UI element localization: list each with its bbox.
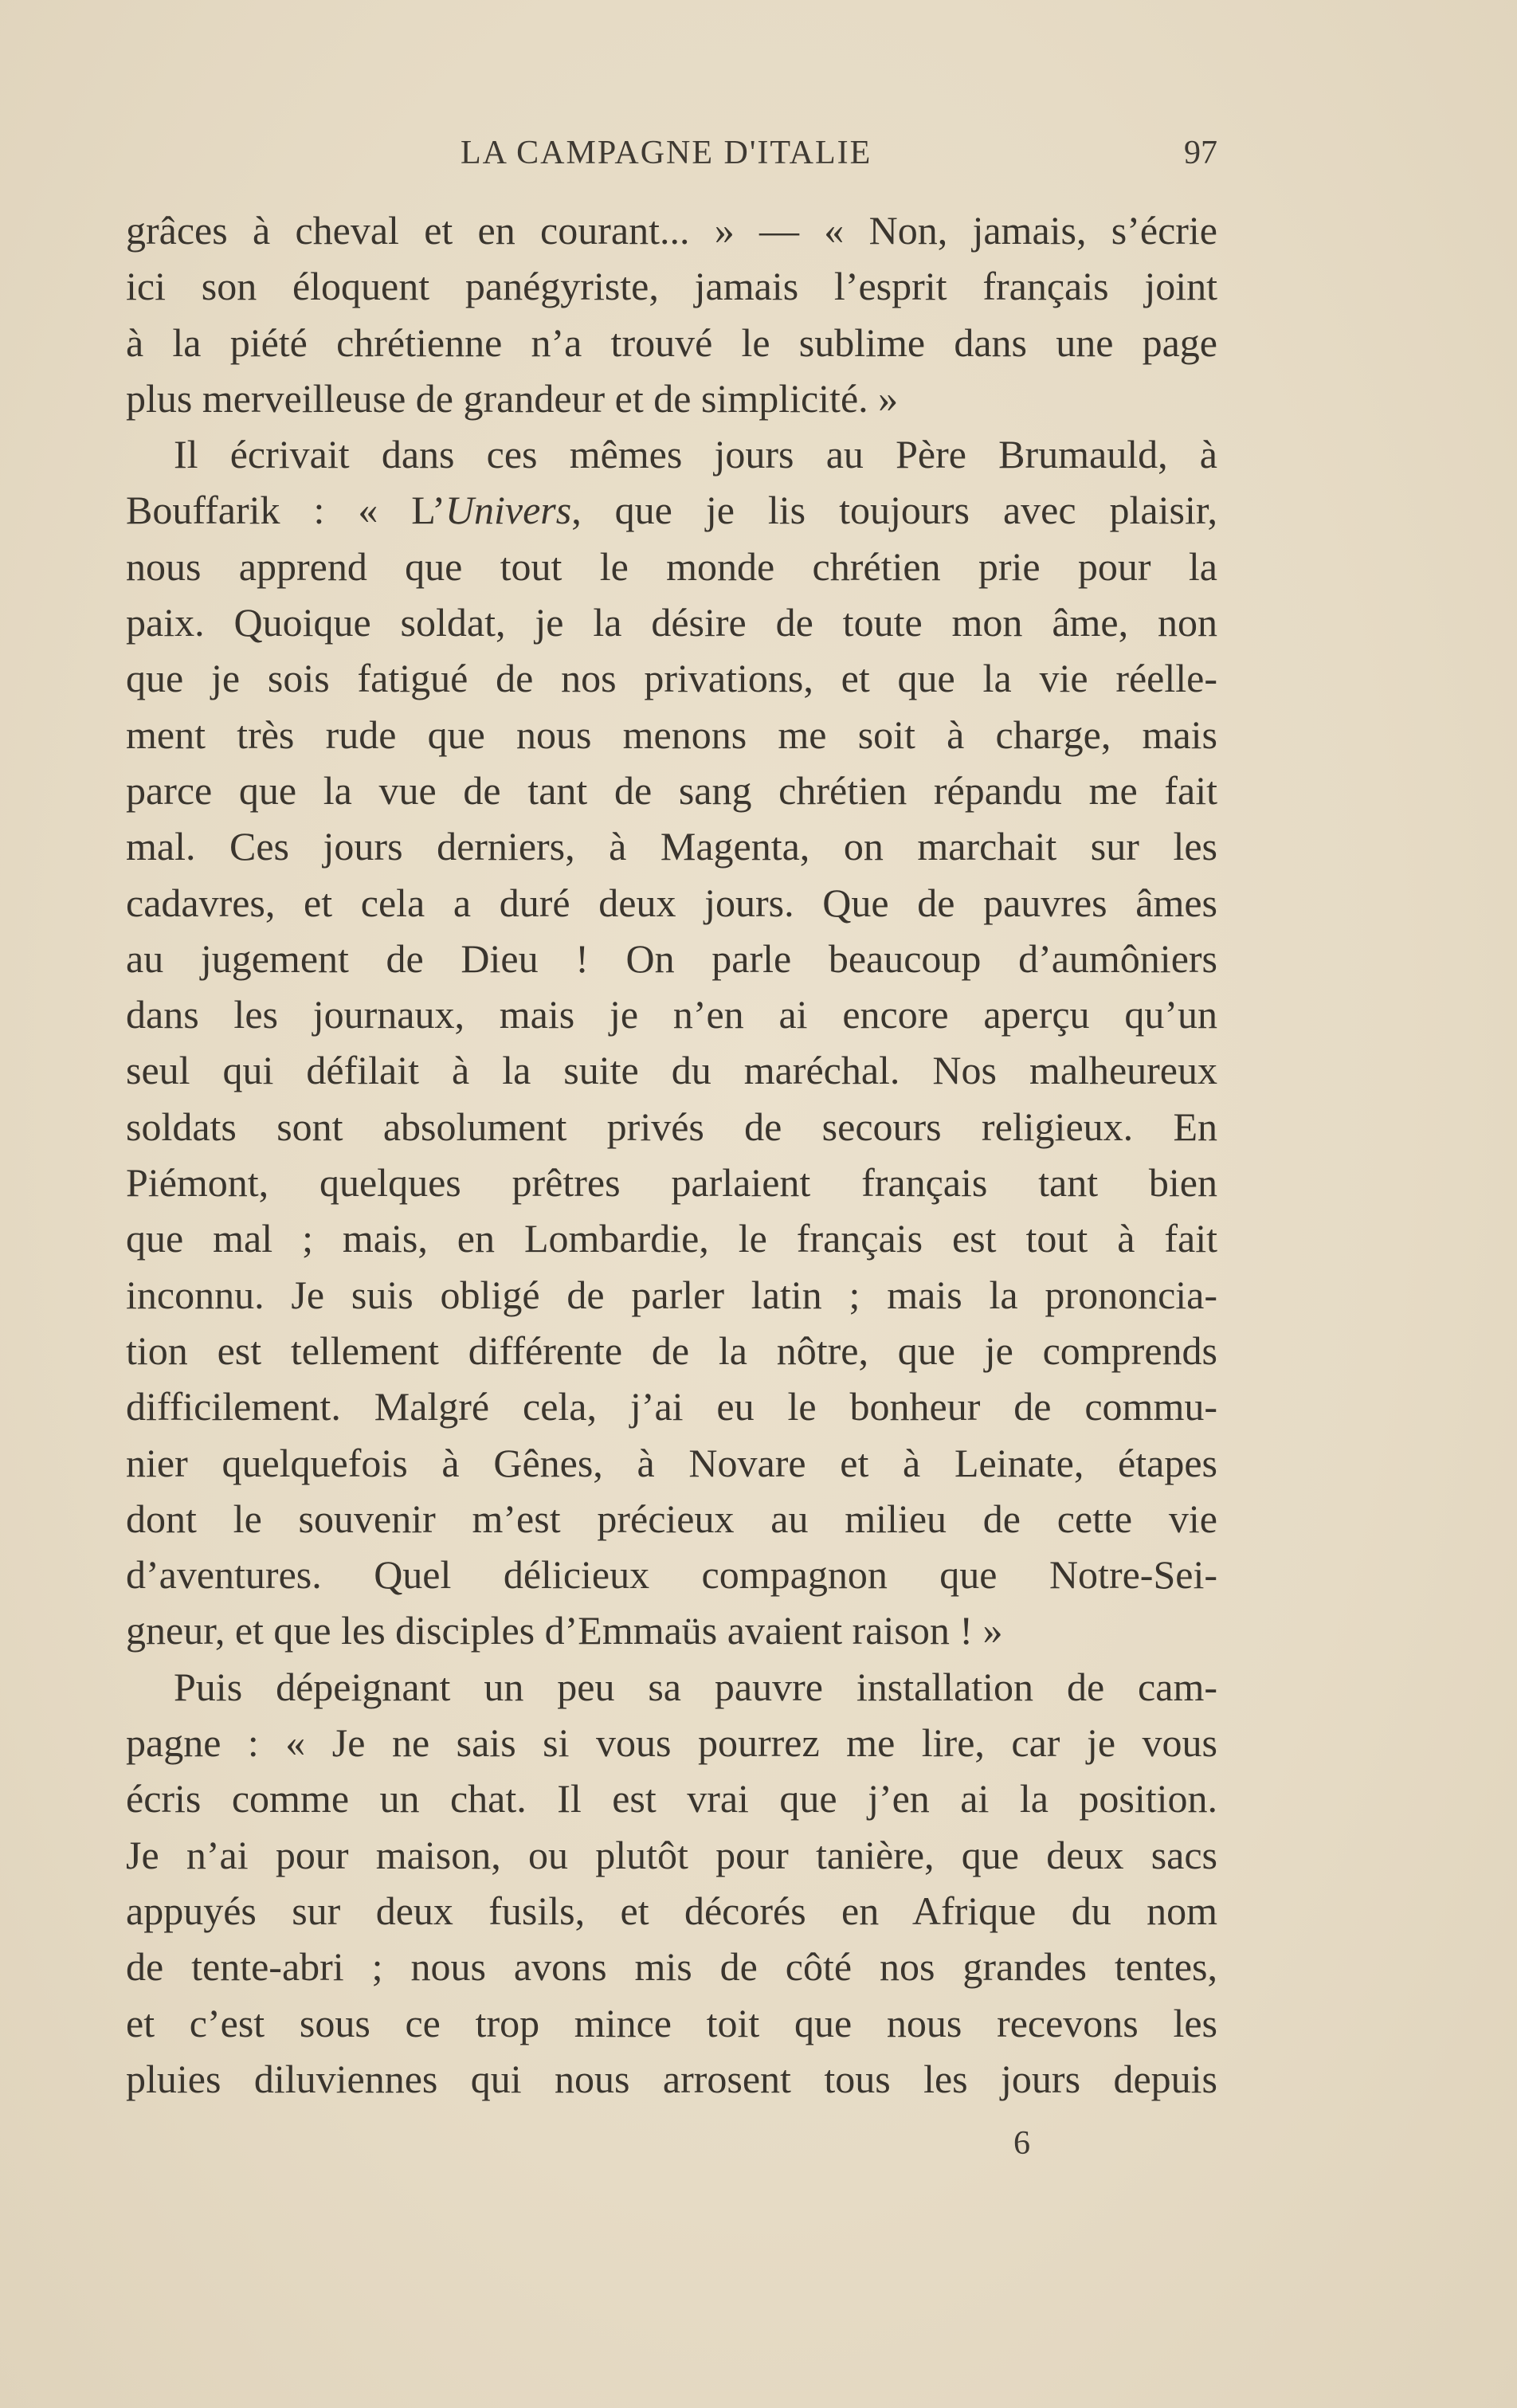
text-line: plus merveilleuse de grandeur et de simplicité. » xyxy=(126,375,899,421)
text-line: pagne : « Je ne sais si vous pourrez me lire, car je vous xyxy=(126,1720,1217,1766)
text-line: nier quelquefois à Gênes, à Novare et à Leinate, étapes xyxy=(126,1440,1217,1485)
text-line: paix. Quoique soldat, je la désire de toute mon âme, non xyxy=(126,600,1217,645)
paragraph-1 xyxy=(126,202,1217,426)
text-line: que je sois fatigué de nos privations, et que la vie réelle- xyxy=(126,656,1217,701)
text-fragment: Bouffarik : « L’ xyxy=(126,488,445,533)
text-line: ici son éloquent panégyriste, jamais l’esprit français joint xyxy=(126,264,1217,309)
text-line: au jugement de Dieu ! On parle beaucoup d’aumôniers xyxy=(126,935,1217,981)
text-line: seul qui défilait à la suite du maréchal. Nos malheureux xyxy=(126,1048,1217,1093)
text-line: ment très rude que nous menons me soit à charge, mais xyxy=(126,712,1217,757)
text-line: inconnu. Je suis obligé de parler latin ; mais la prononcia- xyxy=(126,1272,1217,1317)
paragraph-3 xyxy=(126,1659,1217,2107)
page-number: 97 xyxy=(1184,135,1217,171)
text-line: de tente-abri ; nous avons mis de côté nos grandes tentes, xyxy=(126,1944,1217,1990)
text-line: dont le souvenir m’est précieux au milieu de cette vie xyxy=(126,1496,1217,1541)
text-line: cadavres, et cela a duré deux jours. Que de pauvres âmes xyxy=(126,880,1217,925)
text-line: Je n’ai pour maison, ou plutôt pour tanière, que deux sacs xyxy=(126,1832,1217,1877)
text-line: et c’est sous ce trop mince toit que nous recevons les xyxy=(126,2000,1217,2045)
text-line: Il écrivait dans ces mêmes jours au Père Brumauld, à xyxy=(174,432,1217,477)
text-line: dans les journaux, mais je n’en ai encore aperçu qu’un xyxy=(126,992,1217,1037)
text-line: soldats sont absolument privés de secours religieux. En xyxy=(126,1104,1217,1149)
newspaper-title: Univers xyxy=(445,488,572,533)
running-title: LA CAMPAGNE D'ITALIE xyxy=(461,135,872,171)
text-line: gneur, et que les disciples d’Emmaüs avaient raison ! » xyxy=(126,1608,1003,1653)
text-line: nous apprend que tout le monde chrétien prie pour la xyxy=(126,543,1217,589)
page-header xyxy=(126,129,1217,177)
text-line: parce que la vue de tant de sang chrétien répandu me fait xyxy=(126,767,1217,813)
signature-mark: 6 xyxy=(1013,2125,1030,2162)
paragraph-2 xyxy=(126,426,1217,1659)
text-fragment: , que je lis toujours avec plaisir, xyxy=(571,488,1217,533)
text-line: appuyés sur deux fusils, et décorés en Afrique du nom xyxy=(126,1888,1217,1933)
text-line: mal. Ces jours derniers, à Magenta, on marchait sur les xyxy=(126,824,1217,869)
text-line: pluies diluviennes qui nous arrosent tous les jours depuis xyxy=(126,2056,1217,2101)
text-line: grâces à cheval et en courant... » — « Non, jamais, s’écrie xyxy=(126,208,1217,253)
text-line: Piémont, quelques prêtres parlaient français tant bien xyxy=(126,1160,1217,1206)
text-line: tion est tellement différente de la nôtre, que je comprends xyxy=(126,1328,1217,1373)
text-line: d’aventures. Quel délicieux compagnon que Notre-Sei- xyxy=(126,1552,1217,1598)
body-text xyxy=(126,202,1217,2107)
text-line: difficilement. Malgré cela, j’ai eu le bonheur de commu- xyxy=(126,1384,1217,1430)
text-line: Puis dépeignant un peu sa pauvre installation de cam- xyxy=(174,1664,1217,1709)
text-line: écris comme un chat. Il est vrai que j’en ai la position. xyxy=(126,1776,1217,1822)
text-line: que mal ; mais, en Lombardie, le français est tout à fait xyxy=(126,1216,1217,1261)
text-line xyxy=(126,482,1217,538)
text-line: à la piété chrétienne n’a trouvé le sublime dans une page xyxy=(126,320,1217,365)
